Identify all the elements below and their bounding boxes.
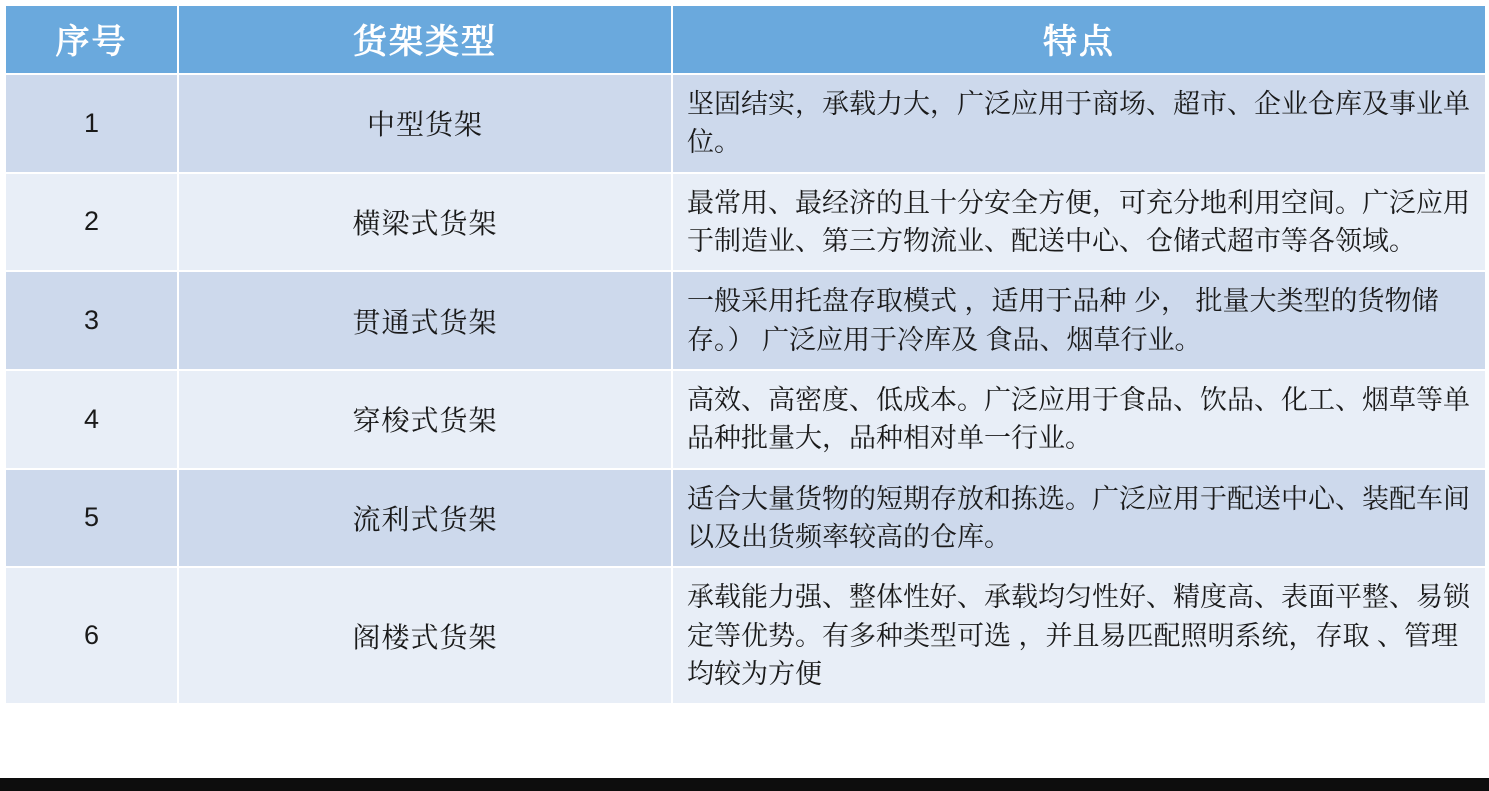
table-header — [5, 5, 1486, 74]
cell-no: 3 — [5, 271, 178, 370]
table-body — [5, 74, 1486, 704]
cell-type: 流利式货架 — [178, 469, 672, 568]
table-row — [5, 74, 1486, 173]
cell-feature: 高效、高密度、低成本。广泛应用于食品、饮品、化工、烟草等单品种批量大，品种相对单一行业。 — [672, 370, 1486, 469]
table-row — [5, 469, 1486, 568]
column-header-no: 序号 — [5, 5, 178, 74]
footer-bar — [0, 778, 1489, 791]
cell-feature: 承载能力强、整体性好、承载均匀性好、精度高、表面平整、易锁定等优势。有多种类型可选 ，并且易匹配照明系统，存取 、管理均较为方便 — [672, 567, 1486, 704]
table-header-row — [5, 5, 1486, 74]
column-header-feature: 特点 — [672, 5, 1486, 74]
cell-feature: 一般采用托盘存取模式 ，适用于品种 少， 批量大类型的货物储存。） 广泛应用于冷库及 食品、烟草行业。 — [672, 271, 1486, 370]
shelf-type-table — [4, 4, 1487, 705]
cell-type: 贯通式货架 — [178, 271, 672, 370]
column-header-type: 货架类型 — [178, 5, 672, 74]
cell-no: 2 — [5, 173, 178, 272]
table-row — [5, 370, 1486, 469]
cell-feature: 适合大量货物的短期存放和拣选。广泛应用于配送中心、装配车间以及出货频率较高的仓库。 — [672, 469, 1486, 568]
table-row — [5, 567, 1486, 704]
cell-no: 5 — [5, 469, 178, 568]
cell-type: 横梁式货架 — [178, 173, 672, 272]
cell-no: 6 — [5, 567, 178, 704]
cell-feature: 最常用、最经济的且十分安全方便，可充分地利用空间。广泛应用于制造业、第三方物流业、配送中心、仓储式超市等各领域。 — [672, 173, 1486, 272]
cell-no: 1 — [5, 74, 178, 173]
document-page — [0, 4, 1489, 791]
cell-type: 中型货架 — [178, 74, 672, 173]
cell-type: 阁楼式货架 — [178, 567, 672, 704]
cell-no: 4 — [5, 370, 178, 469]
page-left-margin — [0, 4, 4, 778]
cell-type: 穿梭式货架 — [178, 370, 672, 469]
table-row — [5, 173, 1486, 272]
table-row — [5, 271, 1486, 370]
cell-feature: 坚固结实，承载力大，广泛应用于商场、超市、企业仓库及事业单位。 — [672, 74, 1486, 173]
